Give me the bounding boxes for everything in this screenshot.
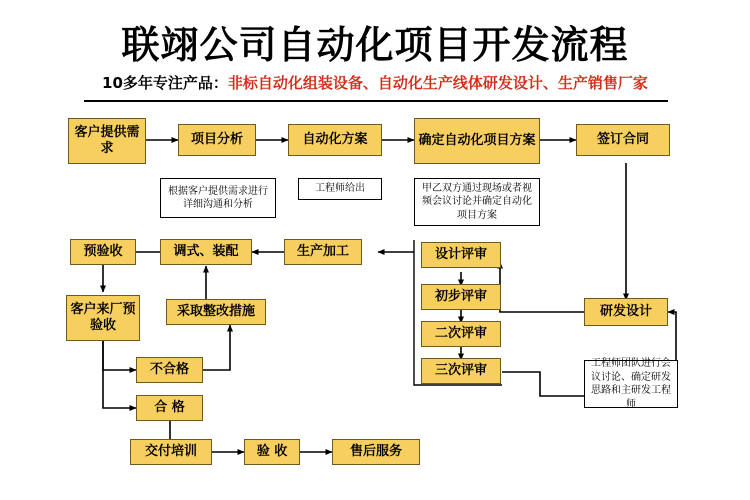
flow-box-after-sales[interactable]: 售后服务: [332, 439, 420, 465]
note-requirement-analysis: 根据客户提供需求进行详细沟通和分析: [160, 178, 276, 218]
flow-box-qualified[interactable]: 合 格: [136, 395, 203, 421]
flow-box-pre-acceptance[interactable]: 预验收: [70, 239, 136, 265]
flow-box-design-review[interactable]: 设计评审: [421, 242, 501, 268]
page-title: 联翊公司自动化项目开发流程: [121, 23, 629, 67]
title-divider: [84, 100, 668, 102]
note-rd-team: 工程师团队进行会议讨论、确定研发思路和主研发工程师: [584, 360, 678, 408]
flow-box-sign-contract[interactable]: 签订合同: [576, 124, 670, 156]
flow-box-debug-assembly[interactable]: 调式、装配: [160, 239, 252, 265]
flow-box-delivery-training[interactable]: 交付培训: [130, 439, 212, 465]
flow-box-third-review[interactable]: 三次评审: [421, 358, 501, 384]
flow-box-confirm-plan[interactable]: 确定自动化项目方案: [414, 118, 540, 164]
flow-box-acceptance[interactable]: 验 收: [244, 439, 300, 465]
flow-box-project-analysis[interactable]: 项目分析: [178, 124, 256, 156]
flow-box-customer-onsite-pre-acceptance[interactable]: 客户来厂预验收: [66, 295, 140, 341]
note-plan-confirmation: 甲乙双方通过现场或者视频会议讨论并确定自动化项目方案: [414, 178, 540, 226]
note-engineer-output: 工程师给出: [298, 178, 382, 200]
subtitle-prefix: 10多年专注产品：: [102, 74, 228, 92]
page-subtitle: [0, 72, 750, 93]
flow-box-production[interactable]: 生产加工: [284, 239, 362, 265]
flow-box-second-review[interactable]: 二次评审: [421, 321, 501, 347]
flow-box-customer-requirement[interactable]: 客户提供需求: [68, 118, 146, 164]
subtitle-highlight: 非标自动化组装设备、自动化生产线体研发设计、生产销售厂家: [227, 74, 648, 92]
flow-box-unqualified[interactable]: 不合格: [136, 357, 203, 383]
flow-box-rd-design[interactable]: 研发设计: [584, 298, 668, 326]
flow-box-preliminary-review[interactable]: 初步评审: [421, 284, 501, 310]
flow-box-automation-plan[interactable]: 自动化方案: [288, 124, 382, 156]
flow-box-corrective-action[interactable]: 采取整改措施: [166, 299, 266, 325]
